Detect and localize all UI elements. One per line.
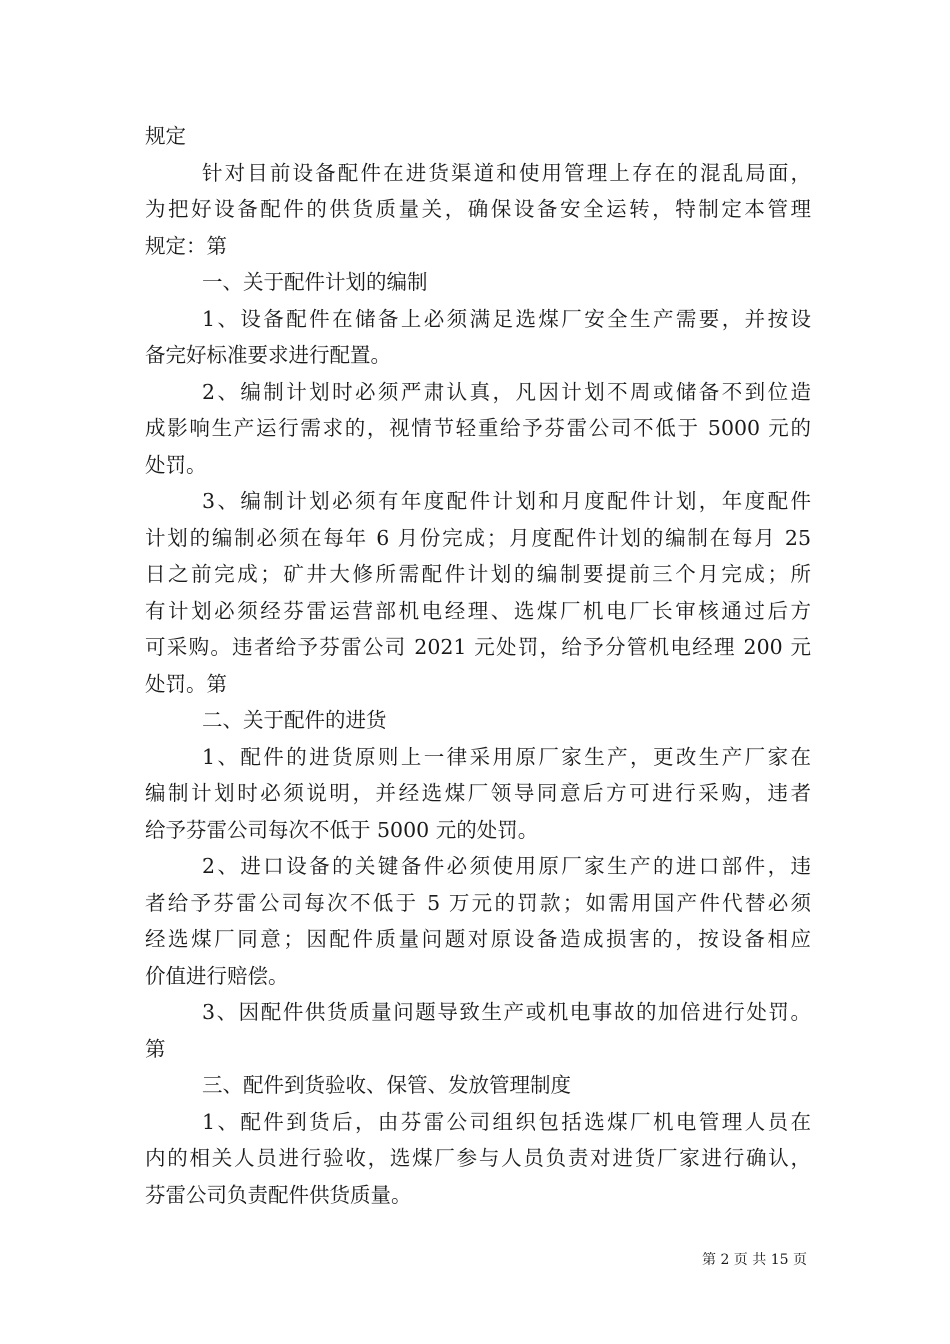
text-line: 成影响生产运行需求的，视情节轻重给予芬雷公司不低于 5000 元的 [145, 416, 811, 440]
text-line: 经选煤厂同意；因配件质量问题对原设备造成损害的，按设备相应 [145, 927, 811, 951]
text-line: 1、配件到货后，由芬雷公司组织包括选煤厂机电管理人员在 [202, 1109, 811, 1134]
text-line: 处罚。 [145, 452, 207, 477]
text-line: 日之前完成；矿井大修所需配件计划的编制要提前三个月完成；所 [145, 562, 811, 586]
text-line: 为把好设备配件的供货质量关，确保设备安全运转，特制定本管理 [145, 197, 811, 221]
text-line: 规定：第 [145, 233, 227, 258]
text-line: 规定 [145, 124, 186, 148]
text-line: 芬雷公司负责配件供货质量。 [145, 1182, 412, 1207]
text-line: 三、配件到货验收、保管、发放管理制度 [202, 1073, 571, 1097]
text-line: 一、关于配件计划的编制 [202, 270, 428, 294]
text-line: 给予芬雷公司每次不低于 5000 元的处罚。 [145, 817, 539, 842]
text-line: 可采购。违者给予芬雷公司 2021 元处罚，给予分管机电经理 200 元 [145, 635, 811, 659]
text-line: 2、进口设备的关键备件必须使用原厂家生产的进口部件，违 [202, 854, 811, 878]
text-line: 者给予芬雷公司每次不低于 5 万元的罚款；如需用国产件代替必须 [145, 890, 811, 915]
text-line: 针对目前设备配件在进货渠道和使用管理上存在的混乱局面， [202, 160, 811, 185]
text-line: 计划的编制必须在每年 6 月份完成；月度配件计划的编制在每月 25 [145, 525, 811, 550]
page-number: 第 2 页 共 15 页 [702, 1252, 807, 1268]
document-body [145, 118, 811, 1213]
text-line: 1、配件的进货原则上一律采用原厂家生产，更改生产厂家在 [202, 744, 811, 769]
text-line: 备完好标准要求进行配置。 [145, 343, 391, 367]
text-line: 价值进行赔偿。 [145, 963, 289, 988]
text-line: 内的相关人员进行验收，选煤厂参与人员负责对进货厂家进行确认， [145, 1146, 811, 1170]
text-line: 第 [145, 1036, 166, 1061]
text-line: 编制计划时必须说明，并经选煤厂领导同意后方可进行采购，违者 [145, 781, 811, 805]
text-line: 2、编制计划时必须严肃认真，凡因计划不周或储备不到位造 [202, 379, 811, 404]
text-line: 1、设备配件在储备上必须满足选煤厂安全生产需要，并按设 [202, 306, 811, 331]
text-line: 有计划必须经芬雷运营部机电经理、选煤厂机电厂长审核通过后方 [145, 598, 811, 623]
text-line: 3、因配件供货质量问题导致生产或机电事故的加倍进行处罚。 [202, 1000, 811, 1024]
text-line: 二、关于配件的进货 [202, 708, 387, 732]
text-line: 3、编制计划必须有年度配件计划和月度配件计划，年度配件 [202, 489, 811, 513]
text-line: 处罚。第 [145, 671, 227, 696]
